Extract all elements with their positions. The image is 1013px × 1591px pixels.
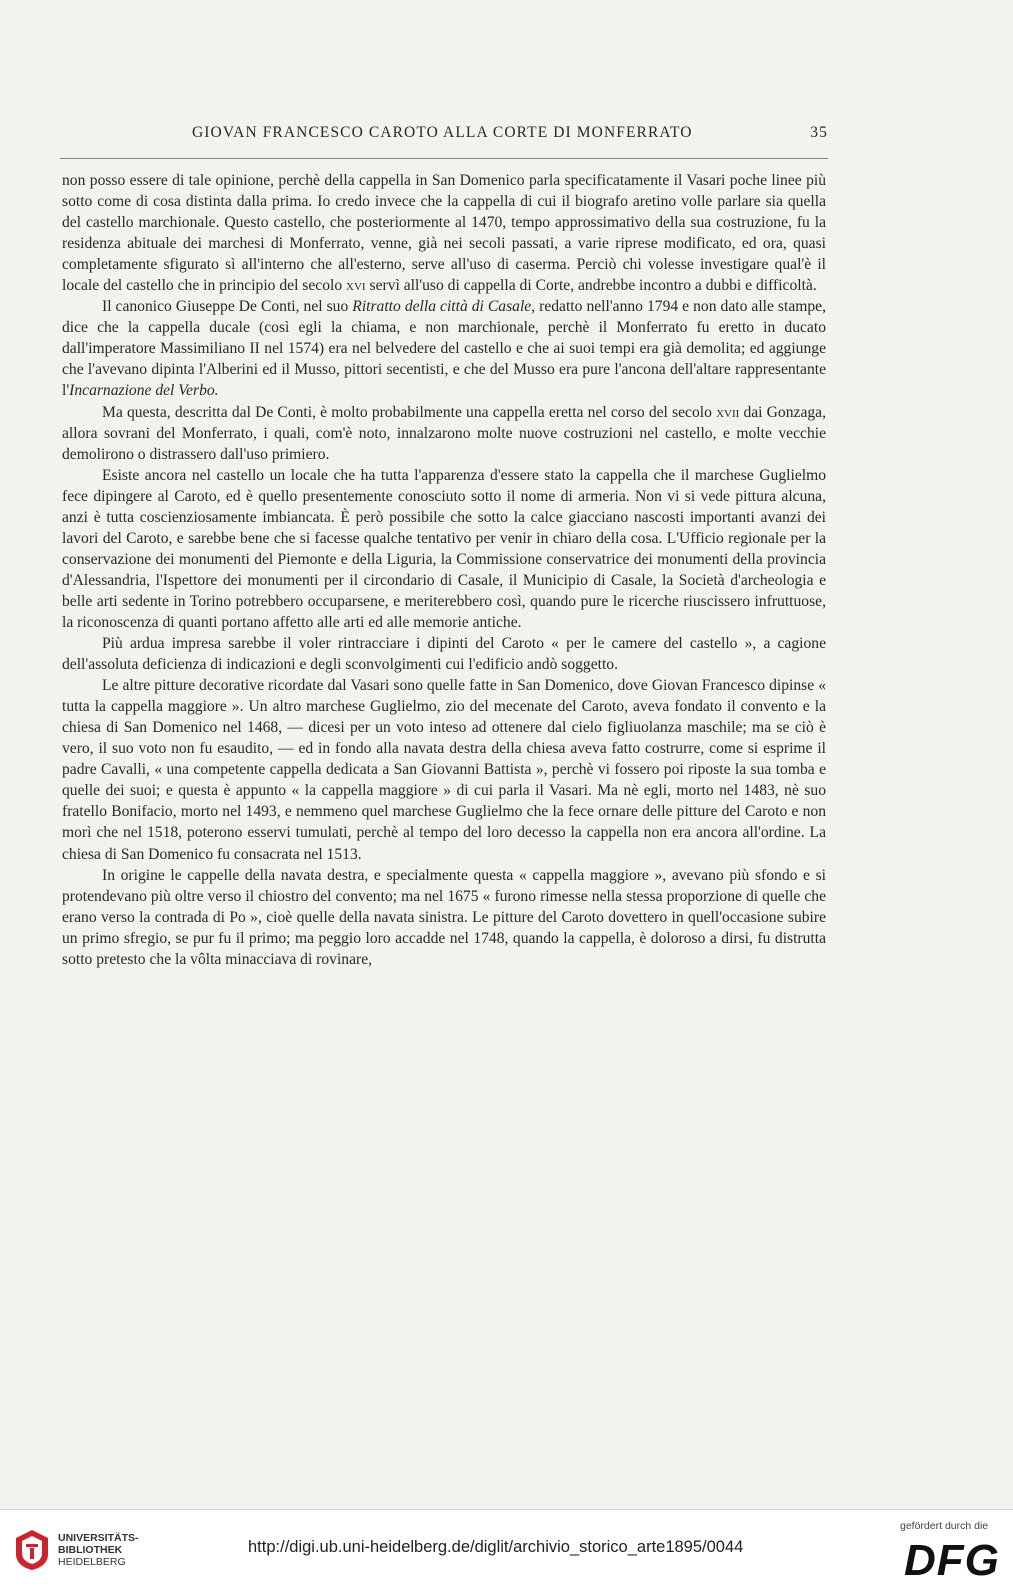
paragraph-7: In origine le cappelle della navata destra, e specialmente questa « cappella maggiore », avevano più sfondo e si protendevano più oltre verso il chiostro del convento; ma nel 1675 « furono rimesse nella stessa proporzione di quelle che erano verso la contrada di Po », cioè quelle della navata sinistra. Le pitture del Caroto dovettero in quell'occasione subire un primo sfregio, se pur fu il primo; ma peggio loro accadde nel 1748, quando la cappella, è doloroso a dirsi, fu distrutta sotto pretesto che la vôlta minacciava di rovinare, [62, 866, 826, 968]
paragraph-3: Ma questa, descritta dal De Conti, è molto probabilmente una cappella eretta nel corso del secolo xvii dai Gonzaga, allora sovrani del Monferrato, i quali, com'è noto, innalzarono molte nuove costruzioni nel castello, e molte vecchie demolirono o distrassero dall'uso primiero. [62, 403, 826, 463]
dfg-logo: DFG [904, 1536, 1000, 1585]
library-name: UNIVERSITÄTS- BIBLIOTHEK HEIDELBERG [58, 1532, 139, 1568]
italic-title: Incarnazione del Verbo. [69, 382, 219, 400]
paragraph-2: Il canonico Giuseppe De Conti, nel suo Ritratto della città di Casale, redatto nell'anno 1794 e non dato alle stampe, dice che la cappella ducale (così egli la chiama, e non marchionale, perchè il Monferrato fu eretto in ducato dall'imperatore Massimiliano II nel 1574) era nel belvedere del castello e che ai suoi tempi era già demolita; ed aggiunge che l'avevano dipinta l'Alberini ed il Musso, pittori secentisti, e che del Musso era pure l'ancona dell'altare rappresentante l'Incarnazione del Verbo. [62, 298, 826, 400]
digitization-footer [0, 1510, 1013, 1591]
running-title: GIOVAN FRANCESCO CAROTO ALLA CORTE DI MONFERRATO [192, 124, 693, 141]
university-seal-icon [14, 1528, 50, 1572]
header-rule [60, 158, 828, 159]
running-header [60, 124, 828, 142]
sponsor-label: gefördert durch die [900, 1520, 989, 1532]
italic-title: Ritratto della città di Casale, [352, 298, 536, 316]
source-url-link[interactable]: http://digi.ub.uni-heidelberg.de/diglit/archivio_storico_arte1895/0044 [248, 1538, 744, 1556]
page-number: 35 [810, 124, 828, 141]
paragraph-1: non posso essere di tale opinione, perchè della cappella in San Domenico parla specificatamente il Vasari poche linee più sotto come di cosa distinta dalla prima. Io credo invece che la cappella di cui il biografo aretino volle parlare sia quella del castello marchionale. Questo castello, che posteriormente al 1470, tempo approssimativo della sua costruzione, fu la residenza abituale dei marchesi di Monferrato, venne, già nei secoli passati, a varie riprese modificato, ed ora, quasi completamente sfigurato sì all'interno che all'esterno, serve all'uso di caserma. Perciò chi volesse investigare qual'è il locale del castello che in principio del secolo xvi servì all'uso di cappella di Corte, andrebbe incontro a dubbi e difficoltà. [62, 172, 826, 295]
paragraph-6: Le altre pitture decorative ricordate dal Vasari sono quelle fatte in San Domenico, dove Giovan Francesco dipinse « tutta la cappella maggiore ». Un altro marchese Guglielmo, zio del mecenate del Caroto, aveva fondato il convento e la chiesa di San Domenico nel 1468, — dicesi per un voto inteso ad ottenere dal cielo figliuolanza maschile; ma se ciò è vero, il suo voto non fu esaudito, — ed in fondo alla navata destra della chiesa aveva fatto costrurre, come si esprime il padre Cavalli, « una competente cappella dedicata a San Giovanni Battista », perchè vi fossero poi riposte la sua tomba e quelle dei suoi; e questa è appunto « la cappella maggiore » di cui parla il Vasari. Ma nè egli, morto nel 1483, nè suo fratello Bonifacio, morto nel 1493, e nemmeno quel marchese Guglielmo che la fece ornare delle pitture del Caroto e non morì che nel 1518, poterono esservi tumulati, perchè al tempo del loro decesso la cappella non era ancora all'ordine. La chiesa di San Domenico fu consacrata nel 1513. [62, 677, 826, 863]
paragraph-4: Esiste ancora nel castello un locale che ha tutta l'apparenza d'essere stato la cappella che il marchese Guglielmo fece dipingere al Caroto, ed è quello presentemente conosciuto sotto il nome di armeria. Non vi si vede pittura alcuna, anzi è tutta coscienziosamente imbiancata. È però possibile che sotto la calce giacciano nascosti importanti avanzi dei lavori del Caroto, e sarebbe bene che si facesse qualche tentativo per venir in chiaro della cosa. L'Ufficio regionale per la conservazione dei monumenti del Piemonte e della Liguria, la Commissione conservatrice dei monumenti della provincia d'Alessandria, l'Ispettore dei monumenti per il circondario di Casale, il Municipio di Casale, la Società d'archeologia e belle arti sedente in Torino potrebbero occuparsene, e meriterebbero così, quando pure le ricerche riuscissero infruttuose, la riconoscenza di quanti portano affetto alle arti ed alle memorie antiche. [62, 466, 826, 631]
body-text [62, 170, 826, 970]
paragraph-5: Più ardua impresa sarebbe il voler rintracciare i dipinti del Caroto « per le camere del castello », a cagione dell'assoluta deficienza di indicazioni e degli sconvolgimenti cui l'edificio andò soggetto. [62, 635, 826, 674]
